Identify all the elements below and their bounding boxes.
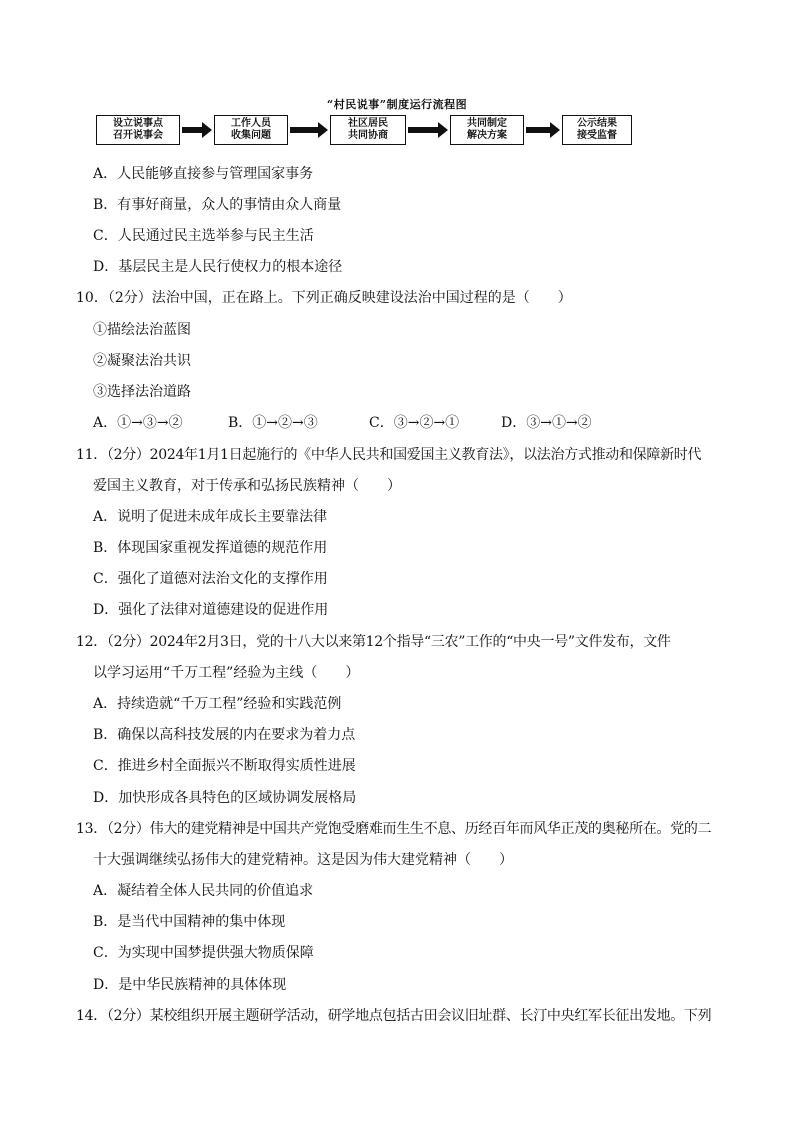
q11-option-d: D．强化了法律对道德建设的促进作用 — [93, 602, 329, 618]
q13-stem-line2: 十大强调继续弘扬伟大的建党精神。这是因为伟大建党精神（ ） — [93, 852, 513, 868]
flow-arrow-2 — [290, 125, 328, 135]
q13-option-a: A．凝结着全体人民共同的价值追求 — [93, 883, 314, 899]
q10-option-a: A．①→③→② — [93, 415, 183, 431]
flow-box-4-line1: 共同制定 — [467, 118, 507, 129]
flow-box-5-line1: 公示结果 — [577, 118, 617, 129]
flow-arrow-1 — [182, 125, 212, 135]
q12-stem-line2: 以学习运用“千万工程”经验为主线（ ） — [93, 665, 360, 681]
q10-option-b: B．①→②→③ — [228, 415, 318, 431]
flow-box-5 — [562, 115, 632, 145]
q10-option-c: C．③→②→① — [369, 415, 460, 431]
q14-stem-line1: 14．（2分）某校组织开展主题研学活动，研学地点包括古田会议旧址群、长汀中央红军长征出发地。下列 — [76, 1008, 712, 1024]
flow-box-3-line2: 共同协商 — [348, 130, 388, 141]
flow-box-5-line2: 接受监督 — [577, 130, 617, 141]
flow-arrow-4 — [526, 125, 560, 135]
flowchart — [96, 115, 636, 149]
q11-stem-line2: 爱国主义教育，对于传承和弘扬民族精神（ ） — [93, 478, 401, 494]
flow-box-4-line2: 解决方案 — [467, 130, 507, 141]
q12-option-b: B．确保以高科技发展的内在要求为着力点 — [93, 727, 356, 743]
flow-box-4 — [450, 115, 524, 145]
flow-box-1-line2: 召开说事会 — [113, 130, 163, 141]
q11-option-b: B．体现国家重视发挥道德的规范作用 — [93, 540, 328, 556]
flow-box-1 — [96, 115, 180, 145]
q13-stem-line1: 13．（2分）伟大的建党精神是中国共产党饱受磨难而生生不息、历经百年而风华正茂的奥秘所在。党的二 — [76, 821, 712, 837]
q9-option-d: D．基层民主是人民行使权力的根本途径 — [93, 259, 343, 275]
q11-option-a: A．说明了促进未成年成长主要靠法律 — [93, 509, 328, 525]
q9-option-c: C．人民通过民主选举参与民主生活 — [93, 228, 314, 244]
flow-box-2-line1: 工作人员 — [231, 118, 271, 129]
q12-option-d: D．加快形成各具特色的区域协调发展格局 — [93, 790, 357, 806]
flow-box-3-line1: 社区居民 — [348, 118, 388, 129]
flow-box-2-line2: 收集问题 — [231, 130, 271, 141]
q10-item-3: ③选择法治道路 — [93, 384, 191, 400]
q10-option-d: D．③→①→② — [501, 415, 592, 431]
q10-options — [93, 414, 693, 432]
flow-arrow-3 — [408, 125, 448, 135]
q10-stem: 10．（2分）法治中国，正在路上。下列正确反映建设法治中国过程的是（ ） — [76, 290, 572, 306]
q12-option-c: C．推进乡村全面振兴不断取得实质性进展 — [93, 758, 356, 774]
q11-option-c: C．强化了道德对法治文化的支撑作用 — [93, 571, 328, 587]
q10-item-2: ②凝聚法治共识 — [93, 353, 191, 369]
q11-stem-line1: 11．（2分）2024年1月1日起施行的《中华人民共和国爱国主义教育法》，以法治方式推动和保障新时代 — [76, 447, 702, 463]
q9-option-a: A．人民能够直接参与管理国家事务 — [93, 166, 314, 182]
flow-box-1-line1: 设立说事点 — [113, 118, 163, 129]
q9-option-b: B．有事好商量，众人的事情由众人商量 — [93, 197, 342, 213]
q13-option-d: D．是中华民族精神的具体体现 — [93, 977, 287, 993]
flow-box-3 — [330, 115, 406, 145]
q10-item-1: ①描绘法治蓝图 — [93, 322, 191, 338]
flow-box-2 — [214, 115, 288, 145]
q12-option-a: A．持续造就“千万工程”经验和实践范例 — [93, 696, 342, 712]
flowchart-title: “村民说事”制度运行流程图 — [326, 98, 468, 111]
q13-option-c: C．为实现中国梦提供强大物质保障 — [93, 945, 314, 961]
q12-stem-line1: 12．（2分）2024年2月3日，党的十八大以来第12个指导“三农”工作的“中央一号”文件发布，文件 — [76, 634, 671, 650]
q13-option-b: B．是当代中国精神的集中体现 — [93, 914, 286, 930]
